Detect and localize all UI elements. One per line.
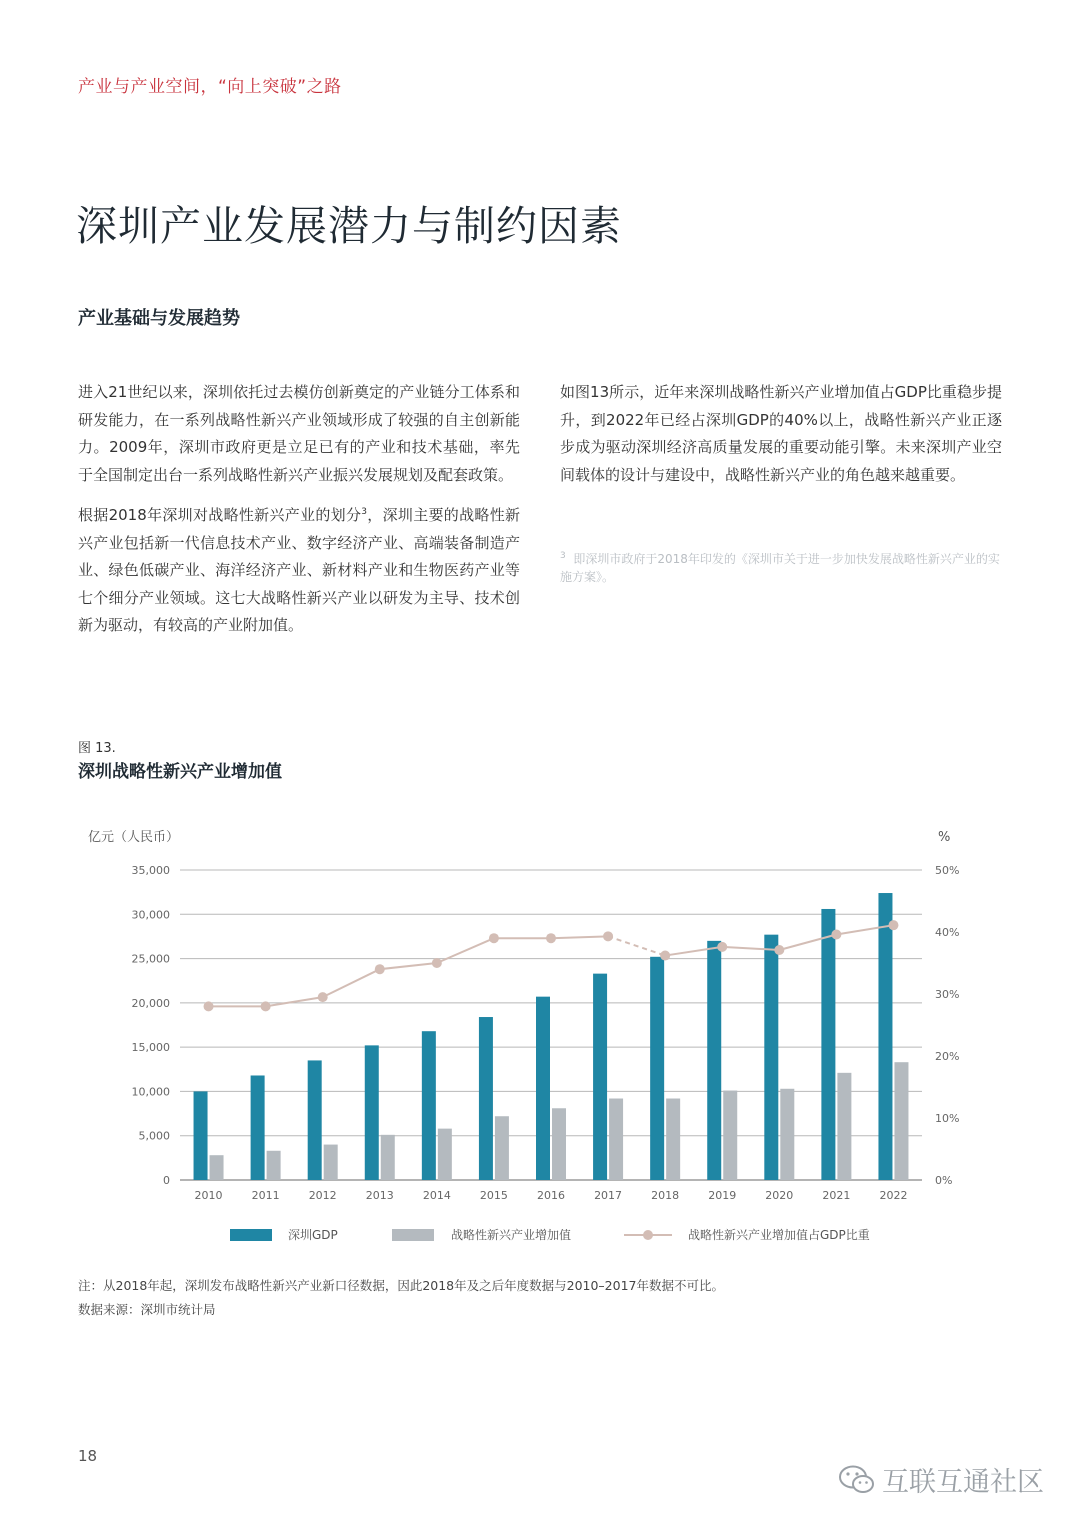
ratio-line-segment (380, 963, 437, 969)
ratio-point-2013 (375, 964, 385, 974)
legend-label-gdp: 深圳GDP (288, 1228, 338, 1242)
ratio-point-2011 (261, 1001, 271, 1011)
right-axis-unit: % (938, 830, 951, 845)
watermark (838, 1460, 1044, 1499)
body-paragraph: 进入21世纪以来，深圳依托过去模仿创新奠定的产业链分工体系和研发能力，在一系列战略性新兴产业领域形成了较强的自主创新能力。2009年，深圳市政府更是立足已有的产业和技术基础，率先于全国制定出台一系列战略性新兴产业振兴发展规划及配套政策。 (78, 383, 520, 484)
x-tick-label: 2020 (765, 1189, 794, 1202)
y-tick-label: 20,000 (131, 996, 170, 1010)
y2-tick-label: 50% (935, 864, 960, 877)
x-tick-label: 2019 (708, 1189, 737, 1202)
x-tick-label: 2017 (594, 1189, 623, 1202)
bar-gdp-2018 (650, 957, 664, 1180)
bar-sei-2010 (210, 1155, 224, 1180)
x-tick-label: 2021 (822, 1189, 851, 1202)
y-tick-label: 35,000 (131, 864, 170, 877)
bar-sei-2022 (894, 1062, 908, 1180)
x-tick-label: 2010 (194, 1189, 223, 1202)
ratio-point-2018 (660, 951, 670, 961)
x-tick-label: 2013 (365, 1189, 394, 1202)
bar-gdp-2017 (593, 974, 607, 1180)
bar-gdp-2016 (536, 997, 550, 1180)
ratio-point-2014 (432, 958, 442, 968)
y2-tick-label: 20% (935, 1050, 960, 1063)
bar-sei-2011 (267, 1151, 281, 1180)
bar-sei-2021 (837, 1073, 851, 1180)
bar-sei-2012 (324, 1145, 338, 1180)
x-tick-label: 2014 (422, 1189, 451, 1202)
figure-number: 图 13. (78, 741, 116, 756)
ratio-line-segment (551, 936, 608, 938)
running-head: 产业与产业空间，“向上突破”之路 (78, 77, 342, 97)
y-tick-label: 30,000 (131, 908, 170, 922)
legend-marker-ratio (643, 1230, 653, 1240)
ratio-line-segment (608, 936, 665, 955)
bar-gdp-2019 (707, 941, 721, 1180)
y-tick-label: 15,000 (131, 1041, 170, 1055)
y2-tick-label: 10% (935, 1112, 960, 1125)
ratio-point-2016 (546, 933, 556, 943)
footnote-text: 即深圳市政府于2018年印发的《深圳市关于进一步加快发展战略性新兴产业的实施方案》。 (560, 552, 1000, 584)
ratio-point-2020 (774, 945, 784, 955)
x-tick-label: 2015 (479, 1189, 508, 1202)
y2-tick-label: 30% (935, 988, 960, 1001)
body-text: ，深圳主要的战略性新兴产业包括新一代信息技术产业、数字经济产业、高端装备制造产业、绿色低碳产业、海洋经济产业、新材料产业和生物医药产业等七个细分产业领域。这七大战略性新兴产业以研发为主导、技术创新为驱动，有较高的产业附加值。 (78, 506, 520, 634)
bar-gdp-2020 (764, 935, 778, 1180)
bar-sei-2019 (723, 1091, 737, 1180)
bar-gdp-2022 (878, 893, 892, 1180)
x-tick-label: 2022 (879, 1189, 908, 1202)
legend-swatch-gdp (230, 1229, 272, 1241)
bar-sei-2013 (381, 1135, 395, 1180)
x-tick-label: 2012 (308, 1189, 337, 1202)
bar-sei-2020 (780, 1089, 794, 1180)
y-tick-label: 5,000 (138, 1129, 170, 1143)
body-text: 根据2018年深圳对战略性新兴产业的划分 (78, 506, 362, 524)
data-source: 数据来源：深圳市统计局 (78, 1302, 216, 1317)
ratio-point-2017 (603, 931, 613, 941)
ratio-point-2022 (888, 920, 898, 930)
x-tick-label: 2016 (537, 1189, 565, 1202)
bar-gdp-2015 (479, 1017, 493, 1180)
y-tick-label: 25,000 (131, 952, 170, 966)
legend-label-sei: 战略性新兴产业增加值 (451, 1228, 572, 1242)
ratio-line-segment (266, 997, 323, 1006)
y-tick-label: 10,000 (131, 1085, 170, 1099)
wechat-icon (838, 1464, 876, 1496)
page-title: 深圳产业发展潜力与制约因素 (76, 202, 622, 250)
bar-gdp-2014 (422, 1031, 436, 1180)
bar-gdp-2011 (251, 1075, 265, 1180)
y-tick-label: 0 (163, 1174, 170, 1187)
ratio-point-2019 (717, 942, 727, 952)
section-heading: 产业基础与发展趋势 (78, 308, 240, 329)
x-tick-label: 2011 (251, 1189, 280, 1202)
ratio-line-segment (323, 969, 380, 997)
bar-sei-2014 (438, 1129, 452, 1180)
page-number: 18 (78, 1447, 98, 1465)
bar-gdp-2021 (821, 909, 835, 1180)
y2-tick-label: 40% (935, 926, 960, 939)
footnote-marker[interactable]: 3 (361, 507, 367, 517)
bar-gdp-2010 (194, 1091, 208, 1180)
ratio-point-2010 (204, 1001, 214, 1011)
y2-tick-label: 0% (935, 1174, 953, 1187)
ratio-point-2021 (831, 929, 841, 939)
bar-sei-2016 (552, 1108, 566, 1180)
footnote-number: 3 (560, 551, 566, 561)
body-paragraph: 如图13所示，近年来深圳战略性新兴产业增加值占GDP比重稳步提升，到2022年已经占深圳GDP的40%以上，战略性新兴产业正逐步成为驱动深圳经济高质量发展的重要动能引擎。未来深圳产业空间载体的设计与建设中，战略性新兴产业的角色越来越重要。 (560, 383, 1002, 484)
figure-title: 深圳战略性新兴产业增加值 (78, 762, 282, 782)
legend-swatch-sei (392, 1229, 434, 1241)
legend-label-ratio: 战略性新兴产业增加值占GDP比重 (688, 1228, 870, 1242)
left-axis-unit: 亿元（人民币） (88, 830, 180, 845)
ratio-point-2012 (318, 992, 328, 1002)
watermark-text: 互联互通社区 (882, 1467, 1044, 1498)
x-tick-label: 2018 (651, 1189, 680, 1202)
bar-gdp-2012 (308, 1060, 322, 1180)
ratio-point-2015 (489, 933, 499, 943)
bar-sei-2017 (609, 1099, 623, 1180)
bar-sei-2015 (495, 1116, 509, 1180)
bar-gdp-2013 (365, 1045, 379, 1180)
bar-sei-2018 (666, 1099, 680, 1180)
ratio-line-segment (437, 938, 494, 963)
chart-note: 注：从2018年起，深圳发布战略性新兴产业新口径数据，因此2018年及之后年度数据与2010–2017年数据不可比。 (78, 1278, 724, 1293)
